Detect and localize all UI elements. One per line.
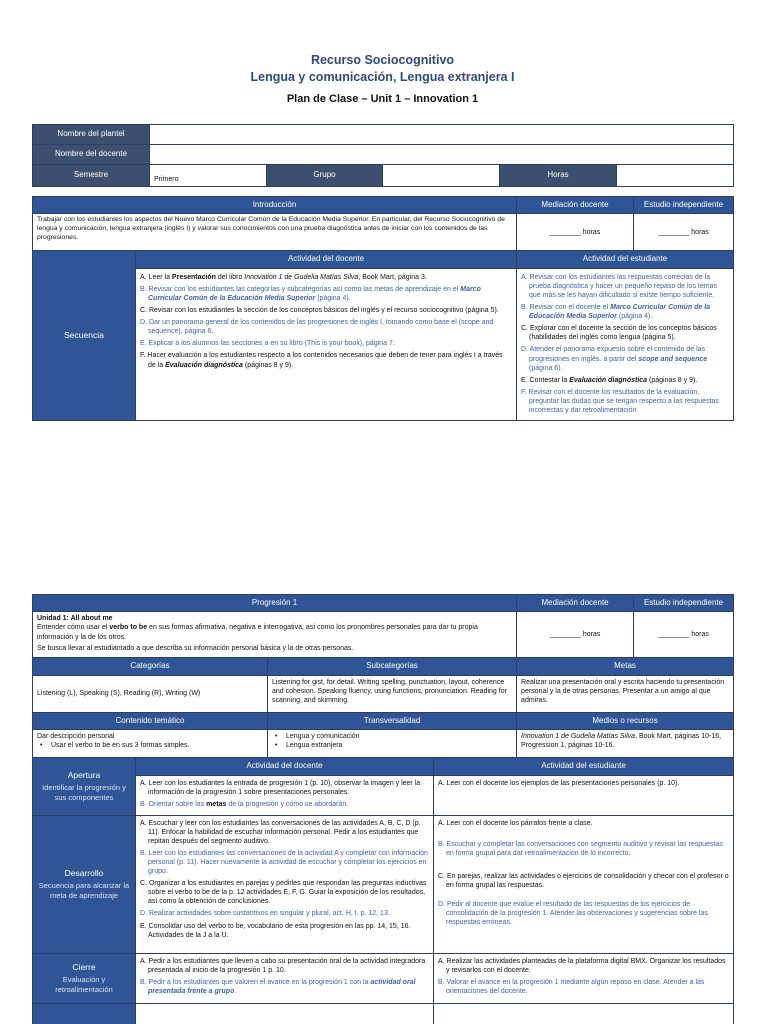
intro-est-item-c: C. Explorar con el docente la sección de los conceptos básicos (habilidades del inglés como lengua (página 5). [521, 325, 717, 342]
docente-field[interactable] [150, 145, 734, 165]
intro-horas-mediacion[interactable]: ________ horas [517, 214, 634, 251]
transversalidad-text [268, 730, 517, 758]
desarrollo-doc-item-d: D. Realizar actividades sobre sustantivos en singular y plural, act. H, I, p. 12, 13. [140, 910, 390, 918]
desarrollo-doc-item-c: C. Organizar a los estudiantes en parejas y pedirles que respondan las preguntas inductivas sobre el verbo to be de la p. 12 actividades E, F, G. Guiar la exposición de los resultados, así como la obtención de conclusiones. [140, 880, 427, 906]
subject-title: Lengua y comunicación, Lengua extranjera I [250, 70, 515, 84]
subcategorias-header: Subcategorías [268, 658, 517, 675]
transversalidad-item-1: • Lengua y comunicación [272, 732, 512, 741]
metas-text: Realizar una presentación oral y escrita haciendo tu presentación personal y la de otras personas. Presentar a un amigo al que admiras. [517, 675, 734, 712]
intro-est-item-d: D. Atender el panorama expuesto sobre el contenido de las progresiones en inglés. a partir del scope and sequence (página 6). [521, 346, 708, 372]
subcategorias-text: Listening for gist, for detail. Writing spelling, punctuation, layout, coherence and cohesion. Speaking fluency, using functions, pronunciation. Reading for scanning, and skimming. [268, 675, 517, 712]
plantel-field[interactable] [150, 125, 734, 145]
intro-doc-item-c: C. Revisar con los estudiantes la sección de los conceptos básicos del inglés y el recurso sociocognitivo (página 5). [140, 307, 499, 315]
desarrollo-doc-item-b: B. Leer con los estudiantes las conversaciones de la actividad A y completar con información personal (p. 11). Hacer nuevamente la actividad de escuchar y completar los ejercicios en grupo. [140, 849, 428, 876]
cierre-desc: Evaluación y retroalimentación [55, 974, 113, 994]
desarrollo-est-item-b: B. Escuchar y completar las conversaciones con segmento auditivo y revisar las respuestas en forma grupal para dar retroalimentación de lo incorrecto. [438, 840, 723, 857]
desarrollo-doc-item-a: A. Escuchar y leer con los estudiantes las conversaciones de las actividades A, B, C, D (p. 11). Enfocar la habilidad de escuchar información personal. Pedir a los estudiantes que repitan después del segmento auditivo. [140, 819, 421, 845]
intro-estudio-header: Estudio independiente [634, 197, 734, 214]
categorias-text: Listening (L), Speaking (S), Reading (R), Writing (W) [33, 675, 268, 712]
prog-docente-header: Actividad del docente [136, 758, 434, 775]
medios-text: Innovation 1 de Gudelia Matías Silva, Book Mart, páginas 10-16, Progression 1, páginas 10-16. [517, 730, 734, 758]
contenido-item-2: • Usar el verbo to be en sus 3 formas simples. [37, 741, 263, 750]
transversalidad-item-2: • Lengua extranjera [272, 741, 512, 750]
desarrollo-desc: Secuencia para alcanzar la meta de aprendizaje [38, 880, 130, 900]
document-header [32, 52, 733, 106]
apertura-estudiante [434, 775, 734, 815]
semestre-label: Semestre [33, 165, 150, 187]
apertura-doc-item-b: B. Orientar sobre las metas de la progresión y cómo se abordarán. [140, 800, 349, 808]
desarrollo-est-item-a: A. Leer con el docente los párrafos frente a clase. [438, 819, 593, 827]
info-table [32, 124, 733, 187]
cierre-estudiante [434, 953, 734, 1003]
plantel-label: Nombre del plantel [33, 125, 150, 145]
cierre-est-item-b: B. Valorar el avance en la progresión 1 mediante algún repaso en clase. Atender a las orientaciones del docente. [438, 978, 705, 995]
intro-doc-item-d: D. Dar un panorama general de los contenidos de las progresiones de inglés I, tomando como base el (scope and sequence), página 6. [140, 319, 494, 336]
apertura-desc: Identificar la progresión y sus componentes [42, 783, 126, 802]
desarrollo-estudiante [434, 815, 734, 953]
docente-label: Nombre del docente [33, 145, 150, 165]
horas-field[interactable] [617, 165, 734, 187]
cierre-cell [33, 953, 136, 1003]
apertura-cell [33, 758, 136, 815]
intro-doc-item-e: E. Explicar a los alumnos las secciones a en su libro (This is your book), página 7. [140, 340, 395, 348]
cierre-est-item-a: A. Realizar las actividades planteadas de la plataforma digital BMX. Organizar los resultados y revisarlos con el docente. [438, 957, 726, 974]
intro-docente-activities [136, 268, 517, 420]
intro-estudiante-activities [517, 268, 734, 420]
unidad-desc: Entender cómo usar el verbo to be en sus formas afirmativa, negativa e interrogativa, así como los pronombres personales para dar tu propia información y la de los otros. [37, 624, 478, 641]
contenido-item-1: Dar descripción personal [37, 733, 115, 741]
intro-est-item-b: B. Revisar con el docente el Marco Curricular Común de la Educación Media Superior (página 4). [521, 304, 711, 321]
prog-estudiante-header: Actividad del estudiante [434, 758, 734, 775]
resource-title: Recurso Sociocognitivo [310, 53, 455, 67]
desarrollo-cell [33, 815, 136, 953]
unidad-goal: Se busca llevar al estudiantado a que describa su información personal básica y la de otras personas. [37, 644, 354, 652]
apertura-label: Apertura [67, 770, 101, 781]
intro-header: Introducción [33, 197, 517, 214]
transversalidad-header: Transversalidad [268, 712, 517, 729]
intro-doc-item-f: F. Hacer evaluación a los estudiantes respecto a los contenidos necesarios que deben de tener para inglés I a través de la Evaluación diagnóstica (páginas 8 y 9). [140, 352, 503, 369]
extra-estudiante-cell [434, 1003, 734, 1024]
desarrollo-est-item-d: D. Pedir al docente que evalúe el resultado de las respuestas de los ejercicios de consolidación de la progresión 1. Atender las observaciones y sugerencias sobre las respuestas erróneas. [438, 901, 708, 927]
apertura-docente [136, 775, 434, 815]
semestre-value[interactable]: Primero [150, 165, 267, 187]
intro-est-item-a: A. Revisar con los estudiantes las respuestas correctas de la prueba diagnóstica y hacer un pequeño repaso de los temas que más se les hayan dificultado si existe tiempo suficiente. [521, 273, 717, 299]
unidad-label: Unidad 1: All about me [37, 615, 113, 623]
intro-mediacion-header: Mediación docente [517, 197, 634, 214]
desarrollo-docente [136, 815, 434, 953]
intro-docente-header: Actividad del docente [136, 251, 517, 268]
intro-horas-estudio[interactable]: ________ horas [634, 214, 734, 251]
cierre-docente [136, 953, 434, 1003]
prog-horas-estudio[interactable]: ________ horas [634, 612, 734, 658]
intro-table [32, 196, 733, 421]
extra-side-cell [33, 1003, 136, 1024]
secuencia-label: Secuencia [64, 330, 104, 341]
intro-est-item-e: E. Contestar la Evaluación diagnóstica (páginas 8 y 9). [521, 376, 698, 384]
cierre-doc-item-a: A. Pedir a los estudiantes que lleven a cabo su presentación oral de la actividad integradora presentada al inicio de la progresión 1 p. 10. [140, 957, 426, 974]
categorias-header: Categorías [33, 658, 268, 675]
grupo-label: Grupo [267, 165, 383, 187]
cierre-doc-item-b: B. Pedir a los estudiantes que valoren el avance en la progresión 1 con la actividad oral presentada frente a grupo. [140, 978, 416, 995]
apertura-doc-item-a: A. Leer con los estudiantes la entrada de progresión 1 (p. 10), observar la imagen y leer la información de la progresión 1 sobre presentaciones personales. [140, 779, 421, 796]
progression-table [32, 594, 733, 1024]
secuencia-cell [33, 251, 136, 421]
metas-header: Metas [517, 658, 734, 675]
contenido-header: Contenido temático [33, 712, 268, 729]
intro-text: Trabajar con los estudiantes los aspectos del Nuevo Marco Curricular Común de la Educación Media Superior. En particular, del Recurso Sociocognitivo de lengua y comunicación, lengua extranjera (inglés I) y valorar sus conocimientos con una prueba diagnóstica antes de iniciar con los contenidos de las progresiones. [33, 214, 517, 251]
extra-docente-cell [136, 1003, 434, 1024]
prog-estudio-header: Estudio independiente [634, 595, 734, 612]
horas-label: Horas [500, 165, 617, 187]
prog-header: Progresión 1 [33, 595, 517, 612]
intro-doc-item-b: B. Revisar con los estudiantes las categorías y subcategorías así como las metas de aprendizaje en el Marco Curricular Común de la Educación Media Superior (página 4). [140, 285, 481, 302]
prog-horas-mediacion[interactable]: ________ horas [517, 612, 634, 658]
unidad-cell [33, 612, 517, 658]
prog-mediacion-header: Mediación docente [517, 595, 634, 612]
desarrollo-label: Desarrollo [64, 867, 104, 878]
desarrollo-est-item-c: C. En parejas, realizar las actividades o ejercicios de consolidación y checar con el profesor o en forma grupal las respuestas. [438, 872, 729, 889]
intro-doc-item-a: A. Leer la Presentación del libro Innovation 1 de Gudelia Matías Silva, Book Mart, página 3. [140, 273, 427, 281]
intro-estudiante-header: Actividad del estudiante [517, 251, 734, 268]
intro-est-item-f: F. Revisar con el docente los resultados de la evaluación, preguntar las dudas que se tengan respecto a las respuestas incorrectas y dar retroalimentación. [521, 388, 719, 414]
desarrollo-doc-item-e: E. Consolidar uso del verbo to be, vocabulario de esta progresión en las pp. 14, 15, 16. Actividades de la J a la U. [140, 922, 411, 939]
contenido-text [33, 730, 268, 758]
medios-header: Medios o recursos [517, 712, 734, 729]
grupo-field[interactable] [383, 165, 500, 187]
plan-title: Plan de Clase – Unit 1 – Innovation 1 [286, 93, 479, 105]
cierre-label: Cierre [72, 961, 96, 972]
apertura-est-item-a: A. Leer con el docente los ejemplos de las presentaciones personales (p. 10). [438, 779, 680, 787]
